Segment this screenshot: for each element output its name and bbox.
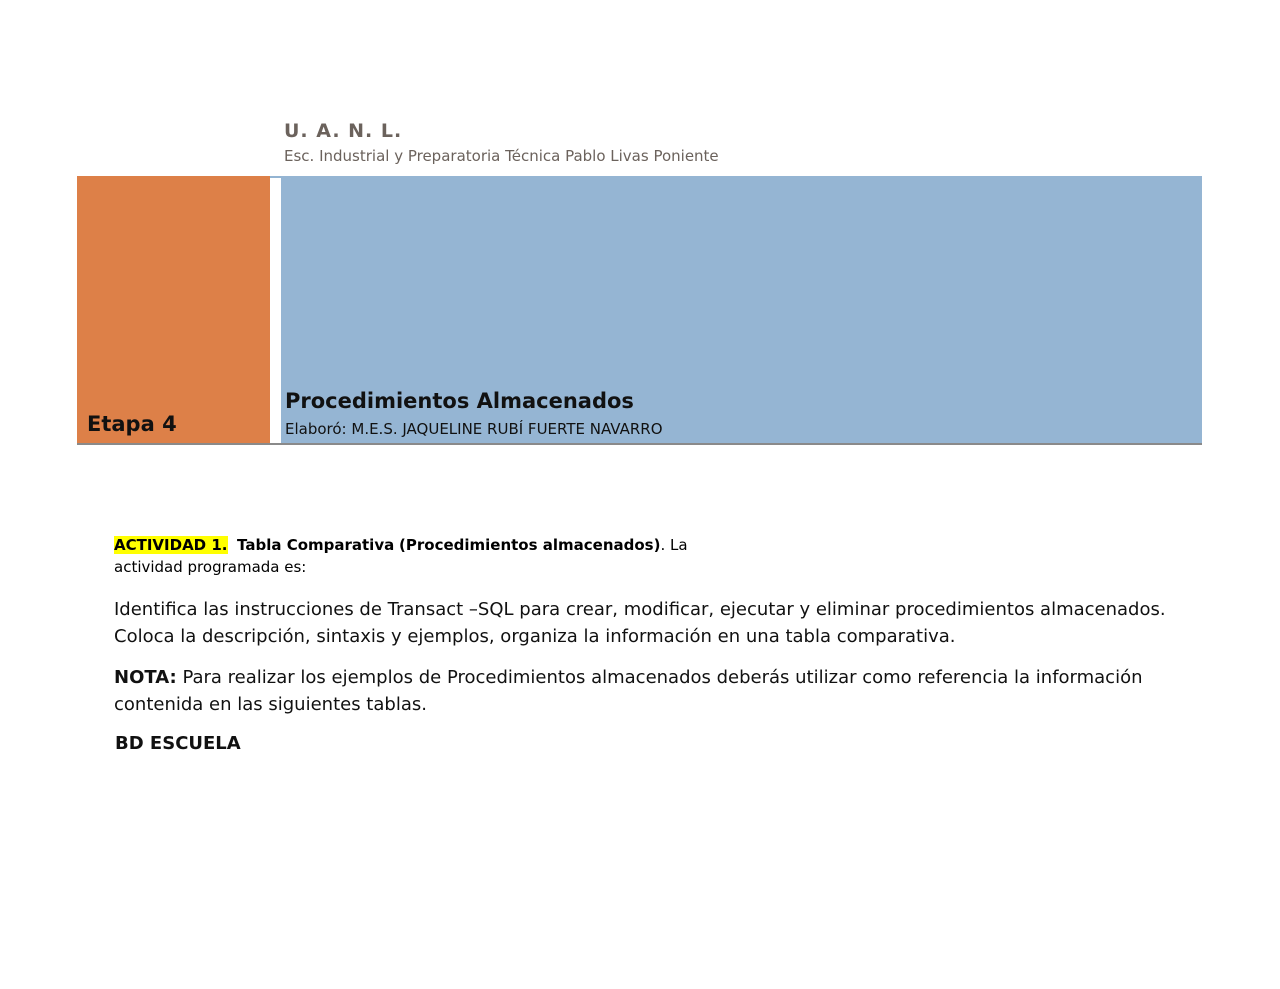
note-paragraph bbox=[114, 664, 1184, 718]
activity-lead: . La actividad programada es: bbox=[114, 536, 688, 576]
database-title: BD ESCUELA bbox=[115, 733, 241, 754]
cover-separator bbox=[270, 176, 281, 445]
stage-label: Etapa 4 bbox=[87, 412, 177, 436]
activity-heading bbox=[114, 534, 714, 578]
activity-topic: Tabla Comparativa bbox=[237, 536, 395, 554]
instruction-paragraph: Identifica las instrucciones de Transact –SQL para crear, modificar, ejecutar y eliminar procedimientos almacenados. Coloca la descripción, sintaxis y ejemplos, organiza la información en una tabla comparativa. bbox=[114, 599, 1166, 647]
activity-label: ACTIVIDAD 1. bbox=[114, 536, 228, 554]
activity-topic-paren: (Procedimientos almacenados) bbox=[399, 536, 661, 554]
document-title: Procedimientos Almacenados bbox=[285, 389, 634, 413]
note-text: Para realizar los ejemplos de Procedimientos almacenados deberás utilizar como referencia la información contenida en las siguientes tablas. bbox=[114, 667, 1143, 715]
university-name: U. A. N. L. bbox=[284, 120, 403, 142]
note-label: NOTA: bbox=[114, 667, 177, 688]
author-line: Elaboró: M.E.S. JAQUELINE RUBÍ FUERTE NAVARRO bbox=[285, 420, 663, 438]
school-name: Esc. Industrial y Preparatoria Técnica Pablo Livas Poniente bbox=[284, 147, 719, 165]
cover-orange-block bbox=[77, 176, 270, 445]
cover-bottom-divider bbox=[77, 443, 1202, 445]
